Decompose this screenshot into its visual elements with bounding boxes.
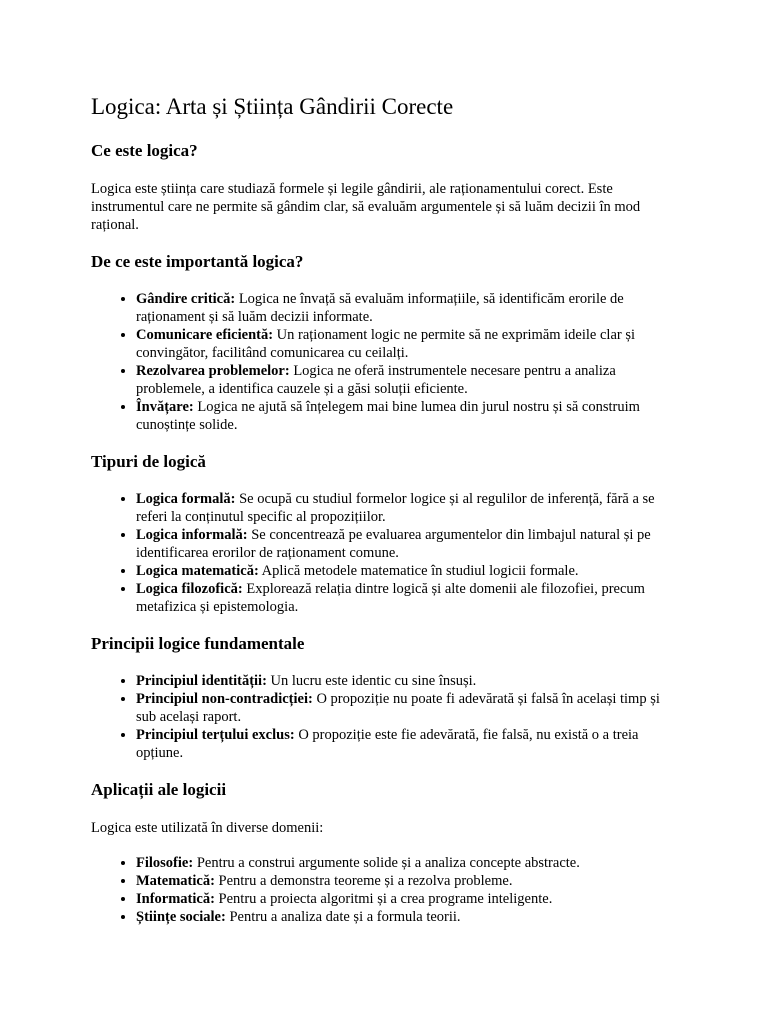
section-paragraph-what-is-logic: Logica este știința care studiază formele și legile gândirii, ale raționamentului corect. Este instrumentul care ne permite să gândim clar, să evaluăm argumentele și să luăm decizii în mod rațional.: [91, 181, 641, 233]
list-item-term: Principiul non-contradicției:: [136, 691, 313, 707]
list-item: [136, 526, 681, 562]
document-page: [91, 92, 681, 926]
list-item-text: O propoziție nu poate fi adevărată și falsă în același timp și sub același raport.: [136, 691, 660, 725]
list-item-text: Aplică metodele matematice în studiul logicii formale.: [258, 563, 579, 579]
list-item: [136, 362, 681, 398]
list-item-text: Pentru a construi argumente solide și a analiza concepte abstracte.: [193, 855, 580, 871]
list-item-term: Principiul terțului exclus:: [136, 727, 295, 743]
list-item: [136, 908, 681, 926]
list-item-text: Se concentrează pe evaluarea argumentelor din limbajul natural și pe identificarea erorilor de raționament comune.: [136, 527, 651, 561]
list-item: [136, 562, 681, 580]
list-item: [136, 580, 681, 616]
list-item-term: Logica filozofică:: [136, 581, 243, 597]
list-item: [136, 726, 681, 762]
list-item: [136, 326, 681, 362]
list-item-text: Se ocupă cu studiul formelor logice și al regulilor de inferență, fără a se referi la conținutul specific al propozițiilor.: [136, 491, 655, 525]
list-item-term: Logica informală:: [136, 527, 248, 543]
document-title: Logica: Arta și Știința Gândirii Corecte: [91, 94, 454, 119]
list-item-term: Principiul identității:: [136, 673, 267, 689]
principles-list: [91, 672, 681, 762]
list-item-term: Învățare:: [136, 399, 194, 415]
list-item-term: Logica matematică:: [136, 563, 259, 579]
list-item: [136, 890, 681, 908]
list-item-text: Pentru a demonstra teoreme și a rezolva probleme.: [214, 873, 513, 889]
section-heading-principles: Principii logice fundamentale: [91, 634, 305, 653]
list-item-term: Filosofie:: [136, 855, 194, 871]
list-item-text: Logica ne oferă instrumentele necesare pentru a analiza problemele, a identifica cauzele și a găsi soluții eficiente.: [136, 363, 616, 397]
section-paragraph-applications: Logica este utilizată în diverse domenii:: [91, 820, 324, 836]
list-item-text: Explorează relația dintre logică și alte domenii ale filozofiei, precum metafizica și epistemologia.: [136, 581, 645, 615]
list-item-text: Logica ne ajută să înțelegem mai bine lumea din jurul nostru și să construim cunoștințe solide.: [136, 399, 640, 433]
list-item-term: Logica formală:: [136, 491, 236, 507]
list-item-term: Gândire critică:: [136, 291, 236, 307]
list-item: [136, 872, 681, 890]
list-item-text: O propoziție este fie adevărată, fie falsă, nu există o a treia opțiune.: [136, 727, 639, 761]
list-item: [136, 398, 681, 434]
section-heading-applications: Aplicații ale logicii: [91, 780, 227, 799]
list-item-text: Logica ne învață să evaluăm informațiile, să identificăm erorile de raționament și să luăm decizii informate.: [136, 291, 624, 325]
list-item: [136, 490, 681, 526]
types-list: [91, 490, 681, 616]
section-heading-types: Tipuri de logică: [91, 452, 206, 471]
list-item-term: Informatică:: [136, 891, 215, 907]
list-item-term: Matematică:: [136, 873, 215, 889]
list-item-term: Rezolvarea problemelor:: [136, 363, 290, 379]
section-heading-what-is-logic: Ce este logica?: [91, 141, 198, 160]
list-item-term: Comunicare eficientă:: [136, 327, 274, 343]
list-item: [136, 854, 681, 872]
section-heading-importance: De ce este importantă logica?: [91, 252, 304, 271]
list-item-text: Un lucru este identic cu sine însuși.: [266, 673, 477, 689]
list-item-text: Pentru a proiecta algoritmi și a crea programe inteligente.: [214, 891, 553, 907]
list-item-term: Științe sociale:: [136, 909, 226, 925]
list-item: [136, 290, 681, 326]
importance-list: [91, 290, 681, 434]
list-item: [136, 672, 681, 690]
list-item-text: Un raționament logic ne permite să ne exprimăm ideile clar și convingător, facilitând comunicarea cu ceilalți.: [136, 327, 636, 361]
list-item-text: Pentru a analiza date și a formula teorii.: [225, 909, 461, 925]
list-item: [136, 690, 681, 726]
applications-list: [91, 854, 681, 926]
